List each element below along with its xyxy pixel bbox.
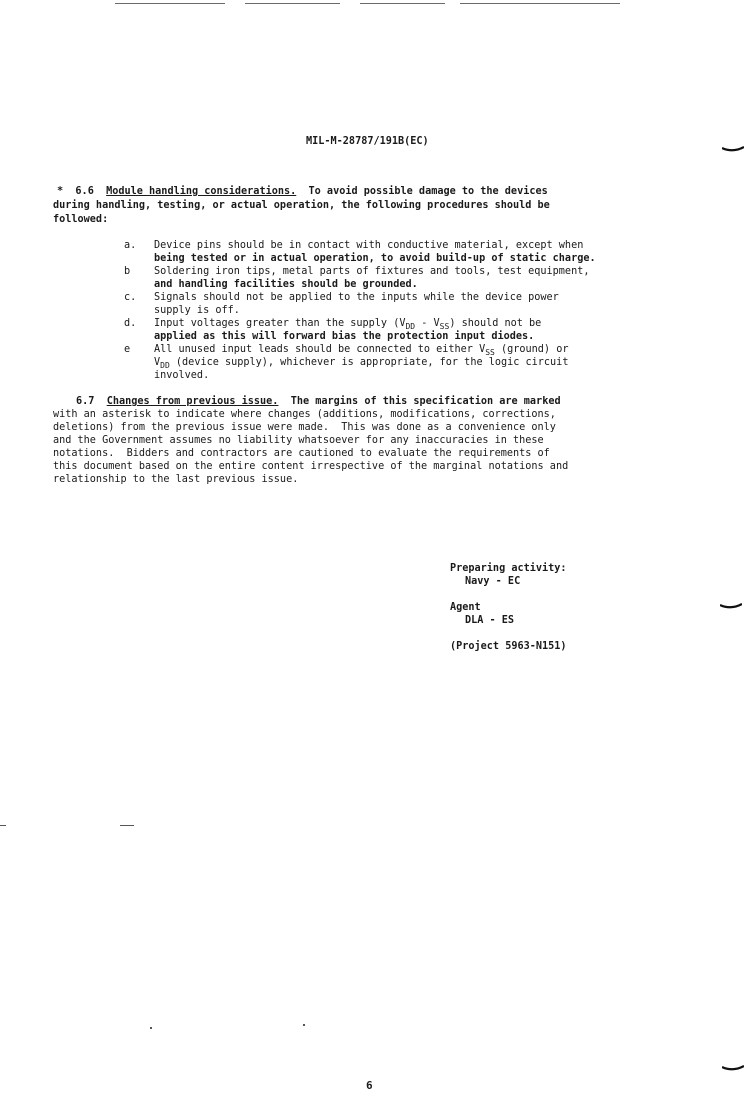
text-run: V [154,357,161,368]
scan-speck [0,825,6,826]
text-run: Input voltages greater than the supply (V [154,318,406,329]
procedure-label: b [124,266,131,277]
section-6-7-text-line: relationship to the last previous issue. [53,474,299,485]
subscript: SS [485,348,495,358]
subscript: DD [160,361,170,371]
section-6-6-line2: during handling, testing, or actual operation, the following procedures should be [53,200,550,211]
project-number: (Project 5963-N151) [450,641,567,652]
section-6-7-line1 [76,396,561,409]
procedure-text-line: and handling facilities should be grounded. [154,279,418,290]
change-asterisk: * [57,186,64,197]
section-6-7-text-line: with an asterisk to indicate where changes (additions, modifications, corrections, [53,409,556,420]
text-run: (ground) or [494,344,569,355]
top-rule-3 [360,3,445,4]
agent-value: DLA - ES [465,615,515,626]
scan-speck [150,1027,152,1029]
scan-speck [120,825,134,826]
section-number: 6.6 [75,186,94,197]
procedure-label: d. [124,318,137,329]
procedure-label: a. [124,240,137,251]
top-rule-4 [460,3,620,4]
section-6-7-text-line: notations. Bidders and contractors are cautioned to evaluate the requirements of [53,448,550,459]
agent-label: Agent [450,602,481,613]
preparing-activity-label: Preparing activity: [450,563,567,574]
section-text: To avoid possible damage to the devices [308,186,548,197]
subscript: SS [439,322,450,332]
binding-mark-top [722,146,744,153]
top-rule-1 [115,3,225,4]
procedure-text-line: Device pins should be in contact with conductive material, except when [154,240,584,251]
subscript: DD [405,322,416,332]
text-run: ) should not be [449,318,542,329]
procedure-label: e [124,344,131,355]
procedure-text-line [154,357,568,373]
procedure-text-line: supply is off. [154,305,240,316]
document-id: MIL-M-28787/191B(EC) [306,136,429,147]
section-6-7-text-line: this document based on the entire content irrespective of the marginal notations and [53,461,569,472]
procedure-text-line: being tested or in actual operation, to avoid build-up of static charge. [154,253,596,264]
top-rule-2 [245,3,340,4]
section-6-7-text-line: deletions) from the previous issue were made. This was done as a convenience only [53,422,556,433]
text-run: - V [415,318,440,329]
binding-mark-middle [720,603,742,610]
section-6-6-line3: followed: [53,214,109,225]
text-run: All unused input leads should be connected to either V [154,344,486,355]
section-number: 6.7 [76,396,95,407]
page-number: 6 [366,1079,373,1092]
section-title: Changes from previous issue. [106,396,279,407]
procedure-text-line: Soldering iron tips, metal parts of fixtures and tools, test equipment, [154,266,590,277]
procedure-text-line: Signals should not be applied to the inputs while the device power [154,292,559,303]
section-6-6-line1 [57,186,548,199]
section-text: The margins of this specification are marked [290,396,561,407]
preparing-activity-value: Navy - EC [465,576,521,587]
section-title: Module handling considerations. [106,186,297,197]
procedure-text-line: involved. [154,370,210,381]
text-run: (device supply), whichever is appropriate, for the logic circuit [169,357,569,368]
binding-mark-bottom [722,1065,744,1072]
procedure-label: c. [124,292,137,303]
scan-speck [303,1024,305,1026]
section-6-7-text-line: and the Government assumes no liability whatsoever for any inaccuracies in these [53,435,544,446]
procedure-text-line: applied as this will forward bias the protection input diodes. [154,331,535,342]
